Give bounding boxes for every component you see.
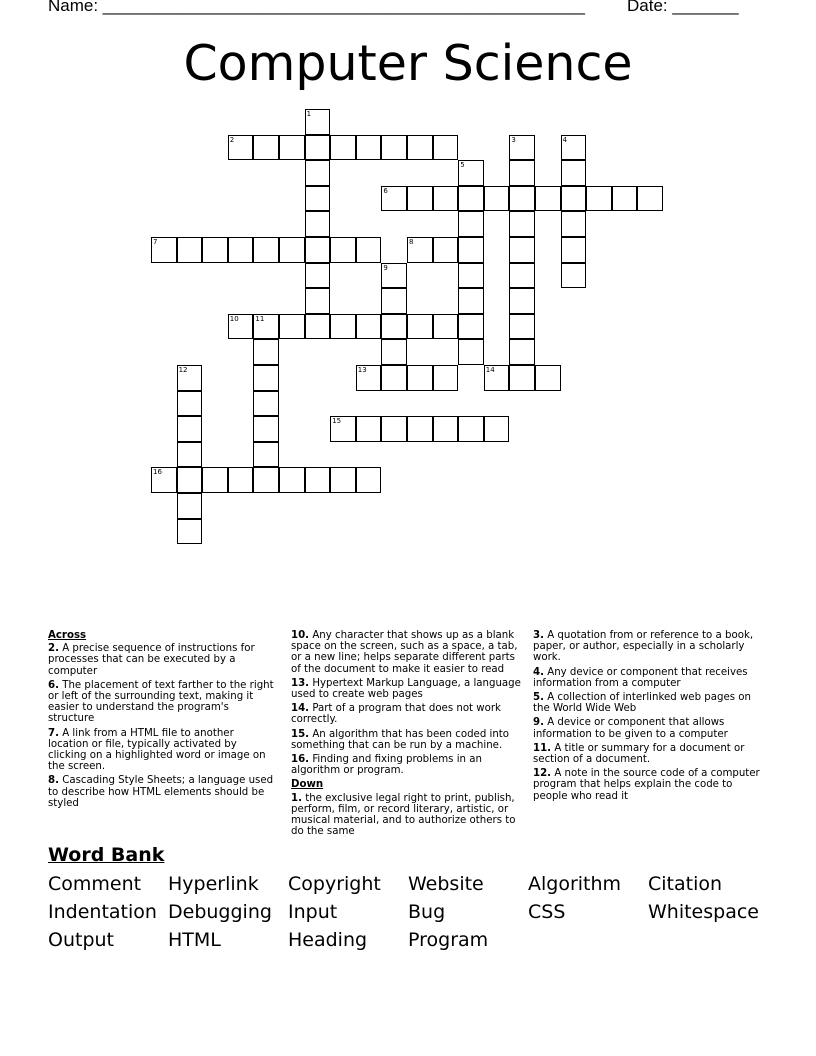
clue-number: 7 (153, 238, 158, 246)
grid-cell[interactable] (253, 314, 279, 340)
grid-cell[interactable] (253, 365, 279, 391)
grid-cell[interactable] (484, 416, 510, 442)
word-bank-word: HTML (168, 929, 221, 951)
clue-down-5: 5. A collection of interlinked web pages on the World Wide Web (533, 692, 751, 715)
grid-cell[interactable] (228, 135, 254, 161)
grid-cell[interactable] (253, 339, 279, 365)
grid-cell[interactable] (458, 160, 484, 186)
grid-cell[interactable] (561, 135, 587, 161)
grid-cell[interactable] (305, 237, 331, 263)
grid-cell[interactable] (177, 442, 203, 468)
word-bank-word: Program (408, 929, 489, 951)
grid-cell[interactable] (586, 186, 612, 212)
grid-cell[interactable] (356, 135, 382, 161)
grid-cell[interactable] (535, 365, 561, 391)
grid-cell[interactable] (151, 237, 177, 263)
grid-cell[interactable] (330, 237, 356, 263)
grid-cell[interactable] (305, 211, 331, 237)
grid-cell[interactable] (305, 160, 331, 186)
grid-cell[interactable] (228, 314, 254, 340)
grid-cell[interactable] (177, 391, 203, 417)
grid-cell[interactable] (253, 416, 279, 442)
grid-cell[interactable] (509, 314, 535, 340)
grid-cell[interactable] (561, 186, 587, 212)
clue-across-6: 6. The placement of text farther to the right or left of the surrounding text, making it easier to understand the program's structure (48, 679, 274, 725)
grid-cell[interactable] (305, 186, 331, 212)
word-bank-word: Bug (408, 901, 446, 923)
grid-cell[interactable] (407, 365, 433, 391)
grid-cell[interactable] (202, 467, 228, 493)
grid-cell[interactable] (305, 288, 331, 314)
clue-number: 1 (306, 110, 312, 118)
clue-number: 2 (229, 135, 235, 144)
clue-number: 14 (485, 366, 495, 374)
grid-cell[interactable] (433, 314, 459, 340)
grid-cell[interactable] (509, 365, 535, 391)
grid-cell[interactable] (381, 416, 407, 442)
page-title: Computer Science (183, 35, 633, 92)
clue-down-4: 4. Any device or component that receives information from a computer (533, 666, 748, 689)
clue-across-2: 2. A precise sequence of instructions for processes that can be executed by a computer (48, 643, 255, 677)
grid-cell[interactable] (458, 288, 484, 314)
grid-cell[interactable] (279, 467, 305, 493)
grid-cell[interactable] (509, 288, 535, 314)
name-field-label: Name: ___________________________________________________ (48, 0, 585, 15)
grid-cell[interactable] (228, 467, 254, 493)
across-heading: Across (48, 630, 87, 641)
grid-cell[interactable] (433, 135, 459, 161)
grid-cell[interactable] (561, 160, 587, 186)
grid-cell[interactable] (381, 365, 407, 391)
grid-cell[interactable] (279, 135, 305, 161)
grid-cell[interactable] (433, 237, 459, 263)
grid-cell[interactable] (177, 416, 203, 442)
grid-cell[interactable] (458, 211, 484, 237)
grid-cell[interactable] (330, 314, 356, 340)
grid-cell[interactable] (637, 186, 663, 212)
grid-cell[interactable] (356, 237, 382, 263)
clue-number: 4 (562, 135, 568, 144)
grid-cell[interactable] (356, 365, 382, 391)
grid-cell[interactable] (356, 467, 382, 493)
grid-cell[interactable] (484, 365, 510, 391)
grid-cell[interactable] (305, 314, 331, 340)
grid-cell[interactable] (509, 237, 535, 263)
clue-down-1: 1. the exclusive legal right to print, publish, perform, film, or record literary, artistic, or musical material, and to authorize others to do the same (291, 792, 516, 838)
clue-number: 15 (332, 417, 342, 426)
clue-number: 6 (383, 186, 388, 195)
grid-cell[interactable] (381, 135, 407, 161)
grid-cell[interactable] (407, 237, 433, 263)
grid-cell[interactable] (279, 314, 305, 340)
grid-cell[interactable] (509, 186, 535, 212)
clue-down-9: 9. A device or component that allows information to be given to a computer (533, 717, 728, 740)
grid-cell[interactable] (330, 416, 356, 442)
grid-cell[interactable] (433, 365, 459, 391)
grid-cell[interactable] (381, 288, 407, 314)
grid-cell[interactable] (177, 365, 203, 391)
grid-cell[interactable] (535, 186, 561, 212)
grid-cell[interactable] (407, 314, 433, 340)
clue-number: 5 (460, 161, 465, 170)
grid-cell[interactable] (330, 467, 356, 493)
clue-across-15: 15. An algorithm that has been coded into something that can be run by a machine. (291, 728, 510, 751)
grid-cell[interactable] (177, 237, 203, 263)
grid-cell[interactable] (458, 416, 484, 442)
clue-number: 11 (255, 314, 265, 323)
word-bank-word: Hyperlink (168, 873, 259, 895)
grid-cell[interactable] (330, 135, 356, 161)
grid-cell[interactable] (612, 186, 638, 212)
grid-cell[interactable] (458, 339, 484, 365)
clue-across-8: 8. Cascading Style Sheets; a language used to describe how HTML elements should be styled (48, 775, 274, 809)
grid-cell[interactable] (356, 314, 382, 340)
date-field-label: Date: _______ (627, 0, 739, 15)
clue-across-16: 16. Finding and fixing problems in an algorithm or program. (291, 754, 482, 777)
clue-number: 13 (357, 366, 367, 374)
grid-cell[interactable] (561, 211, 587, 237)
grid-cell[interactable] (253, 467, 279, 493)
word-bank-word: Copyright (288, 873, 381, 895)
grid-cell[interactable] (458, 237, 484, 263)
word-bank-word: Heading (288, 929, 368, 951)
grid-cell[interactable] (509, 263, 535, 289)
grid-cell[interactable] (253, 442, 279, 468)
word-bank-title: Word Bank (48, 844, 165, 866)
grid-cell[interactable] (381, 186, 407, 212)
clue-across-10: 10. Any character that shows up as a blank space on the screen, such as a space, a tab, or a new line; helps separate different parts of the document to make it easier to read (291, 630, 518, 675)
grid-cell[interactable] (177, 519, 203, 545)
clue-down-12: 12. A note in the source code of a computer program that helps explain the code to people who read it (533, 768, 760, 802)
grid-cell[interactable] (509, 339, 535, 365)
word-bank-word: Algorithm (528, 873, 622, 895)
grid-cell[interactable] (253, 237, 279, 263)
clue-down-3: 3. A quotation from or reference to a book, paper, or author, especially in a scholarly work. (533, 630, 754, 664)
word-bank-word: CSS (528, 901, 566, 923)
grid-cell[interactable] (458, 263, 484, 289)
grid-cell[interactable] (356, 416, 382, 442)
grid-cell[interactable] (305, 109, 331, 135)
clue-number: 10 (229, 314, 239, 323)
grid-cell[interactable] (407, 186, 433, 212)
grid-cell[interactable] (484, 186, 510, 212)
grid-cell[interactable] (407, 135, 433, 161)
grid-cell[interactable] (433, 186, 459, 212)
grid-cell[interactable] (458, 314, 484, 340)
grid-cell[interactable] (509, 135, 535, 161)
word-bank-word: Comment (48, 873, 142, 895)
clue-number: 8 (409, 238, 414, 246)
grid-cell[interactable] (561, 263, 587, 289)
grid-cell[interactable] (407, 416, 433, 442)
word-bank-word: Debugging (168, 901, 272, 923)
grid-cell[interactable] (305, 135, 331, 161)
grid-cell[interactable] (509, 211, 535, 237)
word-bank-word: Input (288, 901, 338, 923)
grid-cell[interactable] (279, 237, 305, 263)
word-bank-word: Indentation (48, 901, 157, 923)
down-heading: Down (291, 779, 324, 791)
clue-across-14: 14. Part of a program that does not work correctly. (291, 703, 501, 726)
clue-across-13: 13. Hypertext Markup Language, a language used to create web pages (291, 677, 521, 701)
clue-number: 16 (153, 468, 162, 477)
grid-cell[interactable] (253, 391, 279, 417)
word-bank-word: Citation (648, 873, 723, 895)
grid-cell[interactable] (305, 263, 331, 289)
grid-cell[interactable] (305, 467, 331, 493)
grid-cell[interactable] (177, 493, 203, 519)
grid-cell[interactable] (561, 237, 587, 263)
clue-number: 12 (178, 366, 188, 374)
grid-cell[interactable] (433, 416, 459, 442)
grid-cell[interactable] (381, 263, 407, 289)
grid-cell[interactable] (381, 314, 407, 340)
clue-number: 3 (511, 135, 516, 144)
grid-cell[interactable] (202, 237, 228, 263)
clue-down-11: 11. A title or summary for a document or section of a document. (533, 742, 745, 766)
clues-column-2 (291, 630, 521, 840)
grid-cell[interactable] (151, 467, 177, 493)
clues-column-3 (533, 630, 765, 805)
clues-column-1 (48, 630, 276, 812)
grid-cell[interactable] (458, 186, 484, 212)
grid-cell[interactable] (509, 160, 535, 186)
word-bank-word: Whitespace (648, 901, 759, 923)
word-bank-word: Output (48, 929, 114, 951)
clue-number: 9 (383, 263, 388, 272)
grid-cell[interactable] (228, 237, 254, 263)
grid-cell[interactable] (381, 339, 407, 365)
clue-across-7: 7. A link from a HTML file to another location or file, typically activated by clicking on a highlighted word or image on the screen. (48, 727, 266, 773)
grid-cell[interactable] (253, 135, 279, 161)
word-bank-word: Website (408, 873, 484, 895)
grid-cell[interactable] (177, 467, 203, 493)
